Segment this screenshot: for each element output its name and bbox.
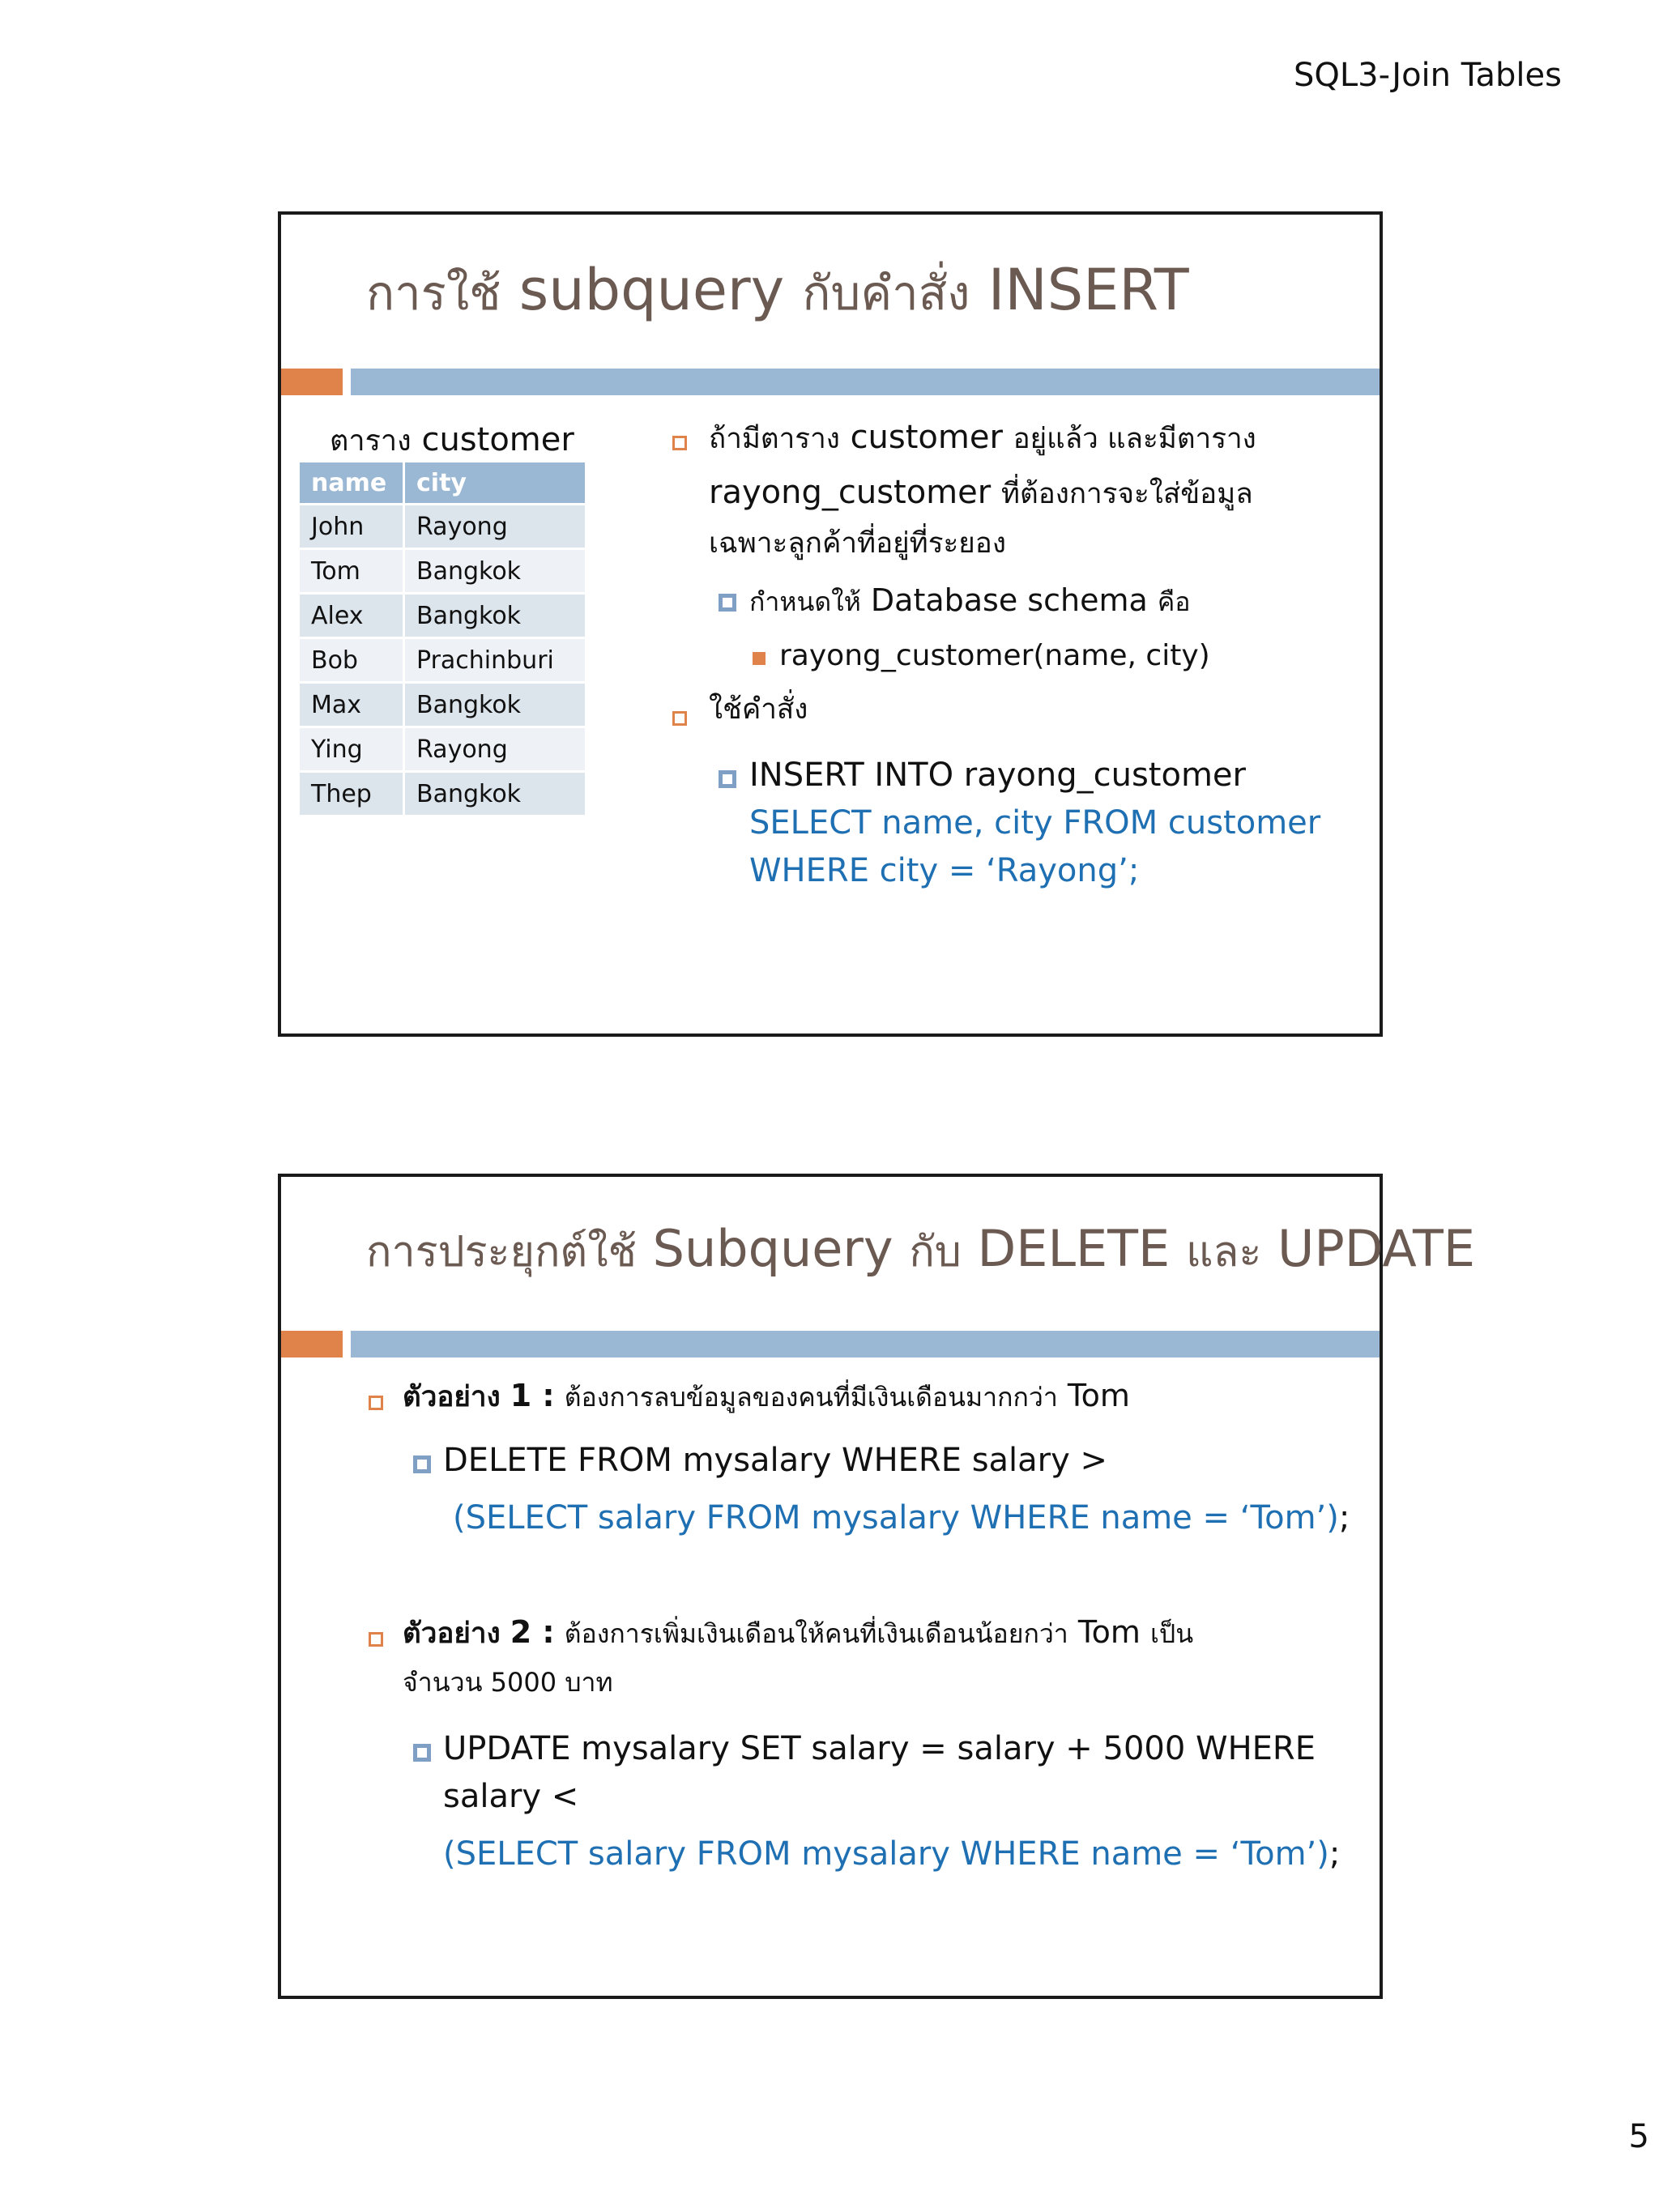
bullet1-line1: ถ้ามีตาราง customer อยู่แล้ว และมีตาราง [709, 419, 1256, 456]
table-cell: Max [300, 683, 404, 727]
document-header-title: SQL3-Join Tables [1294, 57, 1562, 94]
bullet1-subsub: rayong_customer(name, city) [779, 639, 1210, 672]
customer-table [300, 462, 587, 817]
table-row [300, 638, 586, 683]
bullet1-sub: กำหนดให้ Database schema คือ [749, 582, 1191, 618]
slide-delete-update-subquery [278, 1174, 1476, 1999]
update-code-line3: (SELECT salary FROM mysalary WHERE name = ‘Tom’); [443, 1835, 1341, 1873]
bullet-square-icon [672, 436, 687, 450]
sub-sub-bullet-icon [753, 652, 766, 665]
bullet-square-icon [369, 1396, 383, 1410]
sub-bullet-square-icon [413, 1744, 431, 1762]
table-cell: Rayong [404, 505, 586, 549]
sub-bullet-square-icon [413, 1455, 431, 1473]
example2-description-line2: จำนวน 5000 บาท [403, 1667, 613, 1698]
example1-description: ตัวอย่าง 1 : ต้องการลบข้อมูลของคนที่มีเงินเดือนมากกว่า Tom [403, 1378, 1130, 1413]
bullet1-line2: rayong_customer ที่ต้องการจะใส่ข้อมูล [709, 474, 1253, 511]
table-row [300, 683, 586, 727]
bullet1-line3: เฉพาะลูกค้าที่อยู่ที่ระยอง [709, 527, 1006, 560]
example2-description-line1: ตัวอย่าง 2 : ต้องการเพิ่มเงินเดือนให้คนที่เงินเดือนน้อยกว่า Tom เป็น [403, 1614, 1194, 1650]
table-header-row [300, 462, 586, 505]
table-cell: Bangkok [404, 683, 586, 727]
slide2-title: การประยุกต์ใช้ Subquery กับ DELETE และ UPDATE [366, 1219, 1476, 1278]
table-cell: Tom [300, 549, 404, 594]
bullet2-label: ใช้คำสั่ง [709, 693, 808, 726]
table-row [300, 772, 586, 816]
title-accent-orange-bar [281, 1331, 343, 1357]
sub-bullet-square-icon [719, 770, 736, 788]
table-cell: Bob [300, 638, 404, 683]
delete-code-line2: (SELECT salary FROM mysalary WHERE name = ‘Tom’); [453, 1499, 1350, 1536]
insert-code-line1: INSERT INTO rayong_customer [749, 757, 1246, 794]
slide-insert-subquery [278, 211, 1383, 1037]
slide1-title: การใช้ subquery กับคำสั่ง INSERT [366, 257, 1189, 323]
table-row [300, 505, 586, 549]
table-cell: Prachinburi [404, 638, 586, 683]
column-header-city: city [404, 462, 586, 505]
delete-code-line1: DELETE FROM mysalary WHERE salary > [443, 1442, 1108, 1479]
update-code-line1: UPDATE mysalary SET salary = salary + 5000 WHERE [443, 1730, 1316, 1767]
insert-code-line2: SELECT name, city FROM customer [749, 804, 1321, 842]
table-row [300, 727, 586, 772]
title-accent-blue-bar [351, 369, 1380, 395]
table-cell: Rayong [404, 727, 586, 772]
table-cell: Alex [300, 594, 404, 638]
column-header-name: name [300, 462, 404, 505]
page-number: 5 [1628, 2118, 1649, 2155]
table-row [300, 549, 586, 594]
sub-bullet-square-icon [719, 594, 736, 612]
table-cell: Bangkok [404, 594, 586, 638]
insert-code-line3: WHERE city = ‘Rayong’; [749, 852, 1140, 889]
table-cell: Bangkok [404, 549, 586, 594]
bullet-square-icon [369, 1632, 383, 1647]
table-cell: Ying [300, 727, 404, 772]
bullet-square-icon [672, 711, 687, 726]
table-row [300, 594, 586, 638]
title-accent-blue-bar [351, 1331, 1380, 1357]
table-cell: Thep [300, 772, 404, 816]
update-code-line2: salary < [443, 1778, 579, 1815]
table-caption: ตาราง customer [330, 421, 574, 458]
table-cell: Bangkok [404, 772, 586, 816]
title-accent-orange-bar [281, 369, 343, 395]
table-cell: John [300, 505, 404, 549]
